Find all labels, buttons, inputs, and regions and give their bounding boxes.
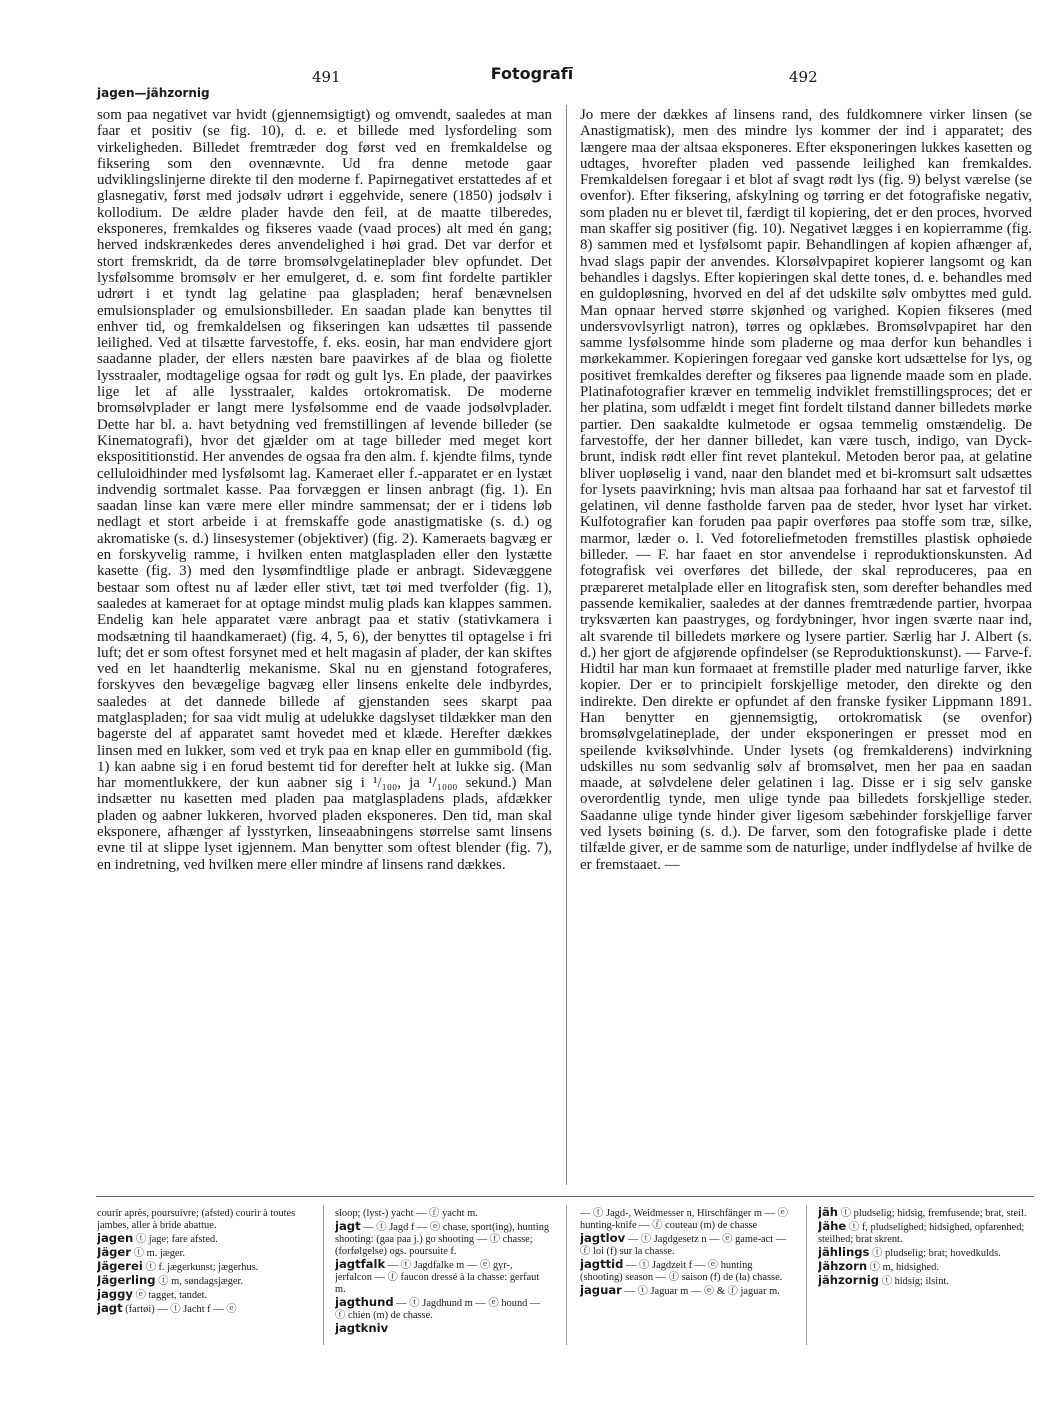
dictionary-entry: jagt — ⓣ Jagd f — ⓔ chase, sport(ing), hunting shooting: (gaa paa j.) go shooting — ⓕ chasse; (forfølgelse) ogs. poursuite f. <box>335 1219 550 1257</box>
dictionary-entry: courir après, poursuivre; (afsted) courir à toutes jambes, aller à bride abattue. <box>97 1208 296 1231</box>
dictionary-entry: jagthund — ⓣ Jagdhund m — ⓔ hound — ⓕ chien (m) de chasse. <box>335 1295 541 1321</box>
dictionary-entry: jagttid — ⓣ Jagdzeit f — ⓔ hunting (shooting) season — ⓕ saison (f) de (la) chasse. <box>580 1257 783 1283</box>
dictionary-entry: jagtlov — ⓣ Jagdgesetz n — ⓔ game-act — ⓕ loi (f) sur la chasse. <box>580 1231 787 1257</box>
dictionary-entry: Jähzorn ⓣ m, hidsighed. <box>818 1259 939 1273</box>
dictionary-separator <box>96 1196 1034 1197</box>
dictionary-entry: jagtfalk — ⓣ Jagdfalke m — ⓔ gyr-, jerfalcon — ⓕ faucon dressé à la chasse: gerfaut m. <box>335 1257 540 1295</box>
dictionary-entry: — ⓣ Jagd-, Weidmesser n, Hirschfänger m — ⓔ hunting-knife — ⓕ couteau (m) de chasse <box>580 1208 788 1231</box>
dictionary-entry: jagen ⓣ jage; fare afsted. <box>97 1231 218 1245</box>
dictionary-entry: jäh ⓣ pludselig; hidsig, fremfusende; brat, steil. <box>818 1206 1027 1219</box>
page-number-right: 492 <box>789 68 818 86</box>
dictionary-column-3 <box>580 1206 795 1346</box>
article-text-left: som paa negativet var hvidt (gjennemsigtigt) og omvendt, saaledes at man faar et positiv (se fig. 10), d. e. et billede med lysfordeling som virkeligheden. Billedet fremtræder dog først ved en fremkaldelse og fiksering som den ovennævnte. Ud fra denne metode gaar udviklingslinjerne direkte til den moderne f. Papirnegativet erstattedes af et glasnegativ, først med jodsølv udrørt i eggehvide, senere (1850) jodsølv i kollodium. De ældre plader havde den feil, at de maatte tilberedes, eksponeres, fremkaldes og fikseres vaade (vaad proces) alt med én gang; herved indskrænkedes deres anvendelighed i høi grad. Det var derfor et stort fremskridt, da de tørre bromsølvgelatineplader blev opfundet. Det lysfølsomme bromsølv er her emulgeret, d. e. som fint fordelte partikler udrørt i et tyndt lag gelatine paa glaspladen; heraf benævnelsen emulsionsplader og emulsionsbilleder. En saadan plade kan benyttes til enhver tid, og fremkaldelsen og fikseringen kan udsættes til passende leilighed. Ved at tilsætte farvestoffe, f. eks. eosin, har man endvidere gjort saadanne plader, der ellers næsten bare paavirkes af de blaa og fiolette lysstraaler, modtagelige ogsaa for rødt og gult lys. En plade, der paavirkes lige let af alle lysstraaler, kaldes ortokromatisk. De moderne bromsølvplader er langt mere lysfølsomme end de vaade jodsølvplader. Dette har bl. a. havt betydning ved fremstillingen af levende billeder (se Kinematografi), hvor det gjælder om at tage billeder med meget kort eksposititionstid. Her anvendes de ogsaa fra den alm. f. kjendte films, tynde celluloidhinder med lysfølsomt lag. Kameraet eller f.-apparatet er en lystæt indvendig sortmalet kasse. Paa forvæggen er linsen anbragt (fig. 1). En saadan linse kan være mere eller mindre sammensat; der er i tidens løb nedlagt et stort arbeide i at fremskaffe gode anastigmatiske (s. d.) og akromatiske (s. d.) linsesystemer (objektiver) (fig. 2). Kameraets bagvæg er en forskyvelig ramme, i hvilken enten matglaspladen eller den lystætte kasette (fig. 3) med den lysømfindtlige plade er anbragt. Sidevæggene bestaar som oftest nu af læder eller stivt, tæt tøi med tverfolder (fig. 1), saaledes at kameraet for at optage mindst mulig plads kan klappes sammen. Endelig kan hele apparatet være anbragt paa et stativ (stativkamera i modsætning til haandkameraet) (fig. 4, 5, 6), der benyttes til optagelse i fri luft; det er som oftest forsynet med et helt magasin af plader, der kan skiftes ved en let haandterlig mekanisme. Skal nu en gjenstand fotograferes, forskyves den bevægelige bagvæg eller linsens enkelte dele indbyrdes, saaledes at det dannede billede af gjenstanden sees skarpt paa matglaspladen; for saa vidt mulig at udelukke dagslyset tildækker man den bagerste del af apparatet samt hovedet med et klæde. Herefter dækkes linsen med en lukker, som ved et tryk paa en knap eller en gummibold (fig. 1) kan aabne sig i en forud bestemt tid for derefter helt at lukke sig. (Man har momentlukkere, der kun aabner sig i ¹/₁₀₀, ja ¹/₁₀₀₀ sekund.) Man indsætter nu kasetten med pladen paa matglaspladens plads, afdækker pladen og aabner lukkeren, hvorved pladen eksponeres. Den tid, man skal eksponere, afhænger af lysstyrken, linseaabningens størrelse samt linsens evne til at slippe lyset igjennem. Man benytter som oftest blender (fig. 7), en indretning, ved hvilken mere eller mindre af linsens rand dækkes. <box>97 107 552 873</box>
dictionary-entry: jagt (fartøi) — ⓣ Jacht f — ⓔ <box>97 1301 237 1315</box>
dictionary-entry: Jähe ⓣ f, pludselighed; hidsighed, opfarenhed; steilhed; brat skrent. <box>818 1219 1025 1245</box>
column-divider <box>566 105 567 1185</box>
page-number-left: 491 <box>312 68 341 86</box>
dictionary-entry: jähzornig ⓣ hidsig; ilsint. <box>818 1273 949 1287</box>
dictionary-divider <box>566 1205 567 1345</box>
dictionary-entry: jaggy ⓔ tagget, tandet. <box>97 1287 208 1301</box>
dictionary-column-1 <box>97 1206 312 1346</box>
dictionary-divider <box>323 1205 324 1345</box>
right-article-column <box>580 107 1032 1182</box>
dictionary-entry: jählings ⓣ pludselig; brat; hovedkulds. <box>818 1245 1001 1259</box>
article-text-right: Jo mere der dækkes af linsens rand, des fuldkomnere virker linsen (se Anastigmatisk), men des mindre lys kommer der ind i apparatet; des længere maa der altsaa eksponeres. Efter eksponeringen lukkes kasetten og udtages, hvorefter pladen ved passende leilighed kan fremkaldes. Fremkaldelsen foregaar i et blot af svagt rødt lys (fig. 9) belyst værelse (se ovenfor). Efter fiksering, afskylning og tørring er det fotografiske negativ, som pladen nu er blevet til, færdigt til kopiering, det er den proces, hvorved man skaffer sig positiver (fig. 10). Negativet lægges i en kopierramme (fig. 8) sammen med et lysfølsomt papir. Behandlingen af kopien afhænger af, hvad slags papir der anvendes. Klorsølvpapiret kopierer langsomt og kan behandles i dagslys. Efter kopieringen skal dette tones, d. e. behandles med en guldopløsning, hvorved en del af det udskilte sølv ombyttes med guld. Man opnaar herved større skjønhed og varighed. Kopien fikseres (med undersvovlsyrligt natron), tørres og opklæbes. Bromsølvpapiret har den samme lysfølsomme hinde som pladerne og maa derfor kun behandles i mørkekammer. Kopieringen foregaar ved ganske kort udsættelse for lys, og positivet fremkaldes derefter og fikseres paa lignende maade som en plade. Platinafotografier kræver en temmelig indviklet fremstillingsproces; det er her platina, som udfældt i meget fint fordelt tilstand danner billedets mørke partier. Den saakaldte kulmetode er ogsaa temmelig omstændelig. De farvestoffe, der her danner billedet, kan være tusch, indigo, van Dyck-brunt, indisk rødt eller fint revet plantekul. Metoden beror paa, at gelatine bliver uopløselig i vand, naar den blandet med et bi-kromsurt salt udsættes for lysets paavirkning; hvis man altsaa paa forhaand har sat et farvestof til gelatinen, vil denne fastholde farven paa de steder, hvor lyset har virket. Kulfotografier kan foruden paa papir overføres paa stoffe som træ, silke, marmor, læder o. l. Ved fotoreliefmetoden fremstilles plastisk ophøiede billeder. — F. har faaet en stor anvendelse i reproduktionskunsten. Ad fotografisk vei overføres det billede, der skal reproduceres, paa en præpareret metalplade eller en litografisk sten, som derefter behandles med passende kemikalier, saaledes at der dannes fremtrædende partier, hvorpaa tryksværten kan paastryges, og fordybninger, hvor ingen sværte naar ind, alt svarende til billedets mørkere og lysere partier. Særlig har J. Albert (s. d.) her gjort de afgjørende opfindelser (se Reproduktionskunst). — Farve-f. Hidtil har man kun formaaet at fremstille plader med naturlige farver, ikke kopier. Der er to principielt forskjellige metoder, den direkte og den indirekte. Den direkte er opfundet af den franske fysiker Lippmann 1891. Han benytter en gjennemsigtig, ortokromatisk (se ovenfor) bromsølvgelatineplade, der under eksponeringen er presset mod en speilende kviksølvhinde. Under lysets (og fremkalderens) indvirkning udskilles nu som sedvanlig sølv af bromsølvet, men her paa en saadan maade, at sølvdelene deler gelatinen i lag. Disse er i sig selv ganske overordentlig tynde, men ulige tynde paa billedets forskjellige steder. Saadanne ulige tynde hinder giver ligesom sæbehinder forskjellige farver ved lysets bøining (s. d.). De farver, som den fotografiske plade i dette tilfælde giver, er de samme som de naturlige, under indflydelse af hvilke de er fremstaaet. — <box>580 107 1032 873</box>
dictionary-entry: Jäger ⓣ m. jæger. <box>97 1245 186 1259</box>
catchword: jagen—jähzornig <box>97 86 210 100</box>
dictionary-column-4 <box>818 1206 1032 1346</box>
dictionary-column-2 <box>335 1206 552 1346</box>
dictionary-divider <box>806 1205 807 1345</box>
dictionary-entry: jagtkniv <box>335 1321 389 1335</box>
dictionary-entry: jaguar — ⓣ Jaguar m — ⓔ & ⓕ jaguar m. <box>580 1283 780 1297</box>
page-header-title: Fotografī <box>490 64 574 83</box>
dictionary-entry: Jägerling ⓣ m, søndagsjæger. <box>97 1273 243 1287</box>
dictionary-entry: Jägerei ⓣ f. jægerkunst; jægerhus. <box>97 1259 259 1273</box>
dictionary-entry: sloop; (lyst-) yacht — ⓕ yacht m. <box>335 1208 478 1219</box>
left-article-column <box>97 107 552 1182</box>
